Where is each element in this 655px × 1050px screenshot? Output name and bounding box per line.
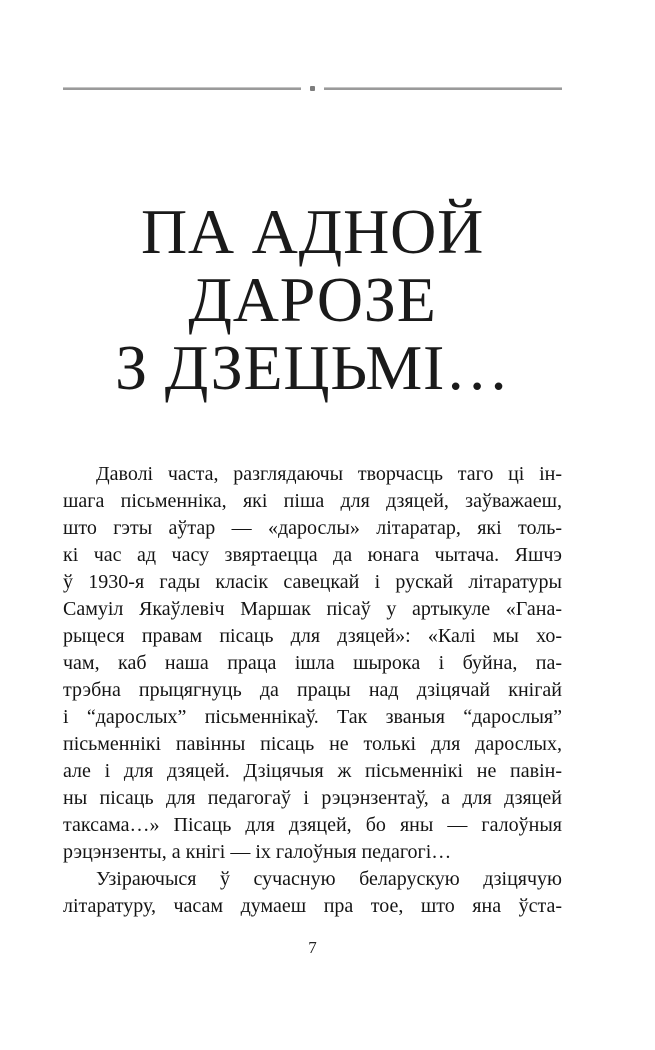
- text-line: ны пісаць для педагогаў і рэцэнзентаў, а для дзяцей: [63, 787, 562, 809]
- text-line: але і для дзяцей. Дзіцячыя ж пісьменнікі не павін-: [63, 760, 562, 782]
- text-line: чам, каб наша праца ішла шырока і буйна, па-: [63, 652, 562, 674]
- text-line: што гэты аўтар — «дарослы» літаратар, які толь-: [63, 517, 562, 539]
- text-line: Самуіл Якаўлевіч Маршак пісаў у артыкуле «Гана-: [63, 598, 562, 620]
- ornament-line-right: [324, 87, 562, 90]
- text-line: рэцэнзенты, а кнігі — іх галоўныя педагогі…: [63, 841, 452, 863]
- text-line: Узіраючыся ў сучасную беларускую дзіцячую: [96, 868, 562, 890]
- text-line: ў 1930-я гады класік савецкай і рускай літаратуры: [63, 571, 562, 593]
- text-line: шага пісьменніка, які піша для дзяцей, заўважаеш,: [63, 490, 562, 512]
- text-line: таксама…» Пісаць для дзяцей, бо яны — галоўныя: [63, 814, 562, 836]
- chapter-title-line: ПА АДНОЙ: [140, 196, 485, 267]
- page-number: 7: [308, 938, 317, 957]
- text-line: рыцеся правам пісаць для дзяцей»: «Калі мы хо-: [63, 625, 562, 647]
- text-line: трэбна прыцягнуць да працы над дзіцячай кнігай: [63, 679, 562, 701]
- chapter-title: [63, 198, 562, 402]
- chapter-title-line: З ДЗЕЦЬМІ…: [115, 332, 510, 403]
- chapter-title-line: ДАРОЗЕ: [188, 264, 437, 335]
- text-line: пісьменнікі павінны пісаць не толькі для дарослых,: [63, 733, 562, 755]
- text-line: літаратуру, часам думаеш пра тое, што яна ўста-: [63, 895, 562, 917]
- text-line: Даволі часта, разглядаючы творчасць таго ці ін-: [96, 463, 562, 485]
- header-ornament: [63, 86, 562, 90]
- ornament-line-left: [63, 87, 301, 90]
- ornament-dot-icon: [310, 86, 315, 91]
- text-line: і “дарослых” пісьменнікаў. Так званыя “дарослыя”: [63, 706, 562, 728]
- text-line: кі час ад часу звяртаецца да юнага чытача. Яшчэ: [63, 544, 562, 566]
- body-text: [63, 461, 562, 920]
